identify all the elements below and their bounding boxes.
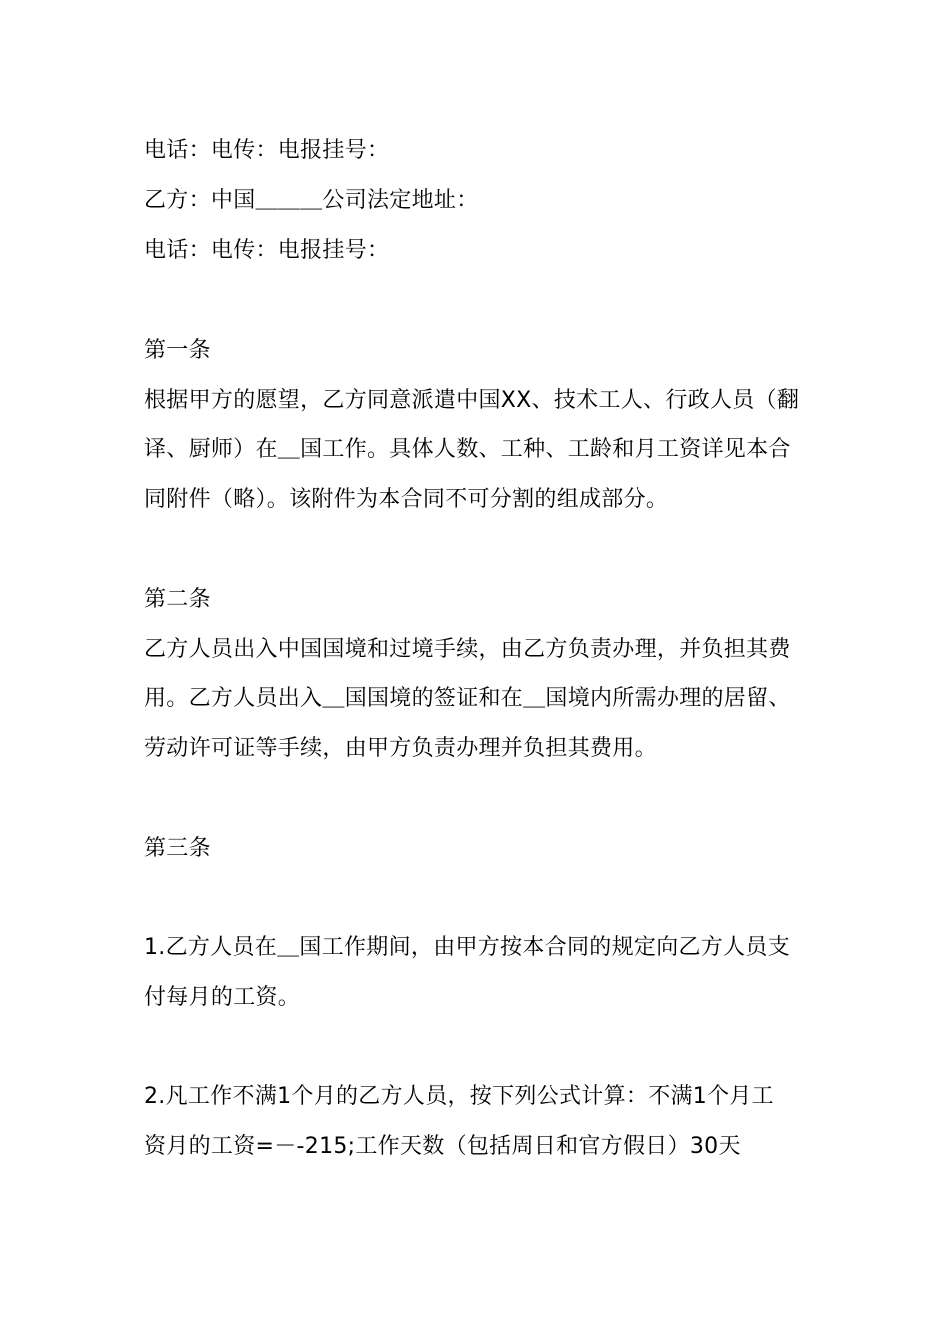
party-b-address-line: 乙方：中国＿＿＿公司法定地址： [144, 188, 479, 213]
article-3-clause-2-line: 2.凡工作不满1个月的乙方人员，按下列公式计算：不满1个月工 [144, 1084, 774, 1109]
article-2-text-line: 用。乙方人员出入＿国国境的签证和在＿国境内所需办理的居留、 [144, 686, 791, 711]
article-2-text-line: 乙方人员出入中国国境和过境手续，由乙方负责办理，并负担其费 [144, 637, 791, 662]
article-1-text-line: 同附件（略）。该附件为本合同不可分割的组成部分。 [144, 487, 669, 512]
article-2-heading: 第二条 [144, 587, 211, 612]
article-3-clause-2-line: 资月的工资=－-215;工作天数（包括周日和官方假日）30天 [144, 1134, 741, 1159]
article-3-heading: 第三条 [144, 836, 211, 861]
article-2-text-line: 劳动许可证等手续，由甲方负责办理并负担其费用。 [144, 736, 657, 761]
article-3-clause-1-line: 付每月的工资。 [144, 985, 301, 1010]
article-3-clause-1-line: 1.乙方人员在＿国工作期间，由甲方按本合同的规定向乙方人员支 [144, 935, 790, 960]
article-1-heading: 第一条 [144, 338, 211, 363]
article-1-text-line: 译、厨师）在＿国工作。具体人数、工种、工龄和月工资详见本合 [144, 437, 791, 462]
party-b-contact-line: 电话：电传：电报挂号： [144, 238, 390, 263]
article-1-text-line: 根据甲方的愿望，乙方同意派遣中国XX、技术工人、行政人员（翻 [144, 388, 800, 413]
party-a-contact-line: 电话：电传：电报挂号： [144, 138, 390, 163]
